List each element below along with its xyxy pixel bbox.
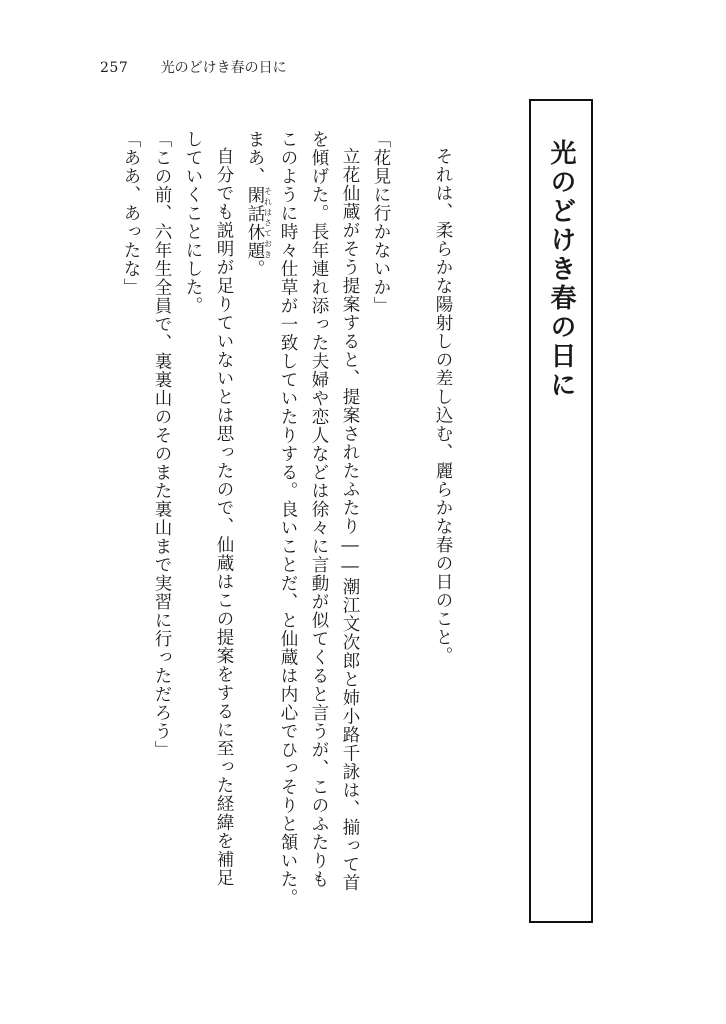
running-header xyxy=(100,58,287,78)
ruby-base: 閑話休題 xyxy=(245,185,265,260)
chapter-title-box xyxy=(529,99,593,923)
chapter-title: 光のどけき春の日に xyxy=(546,139,576,400)
body-line: を傾げた。長年連れ添った夫婦や恋人などは徐々に言動が似てくると言うが、このふたりも xyxy=(309,130,329,889)
body-line: 「この前、六年生全員で、裏裏山のそのまた裏山まで実習に行っただろう」 xyxy=(152,130,172,759)
body-line: 「花見に行かないか」 xyxy=(371,130,391,315)
body-line: それは、柔らかな陽射しの差し込む、麗らかな春の日のこと。 xyxy=(433,147,453,665)
body-line: 立花仙蔵がそう提案すると、提案されたふたり――潮江文次郎と姉小路千詠は、揃って首 xyxy=(340,147,360,892)
ruby-suffix: 。 xyxy=(245,259,265,278)
ruby-annotation xyxy=(245,185,273,260)
ruby-reading: それはさておき xyxy=(263,185,273,260)
body-line: このように時々仕草が一致していたりする。良いことだ、と仙蔵は内心でひっそりと頷いた。 xyxy=(278,130,298,907)
body-line xyxy=(239,130,272,930)
body-line: 「ああ、あったな」 xyxy=(121,130,141,297)
ruby-prefix: まあ、 xyxy=(245,130,265,186)
body-line: していくことにした。 xyxy=(183,130,203,315)
running-title: 光のどけき春の日に xyxy=(160,60,287,76)
body-line: 自分でも説明が足りていないとは思ったので、仙蔵はこの提案をするに至った経緯を補足 xyxy=(214,147,234,887)
page-number: 257 xyxy=(100,60,129,76)
body-text xyxy=(115,130,458,930)
